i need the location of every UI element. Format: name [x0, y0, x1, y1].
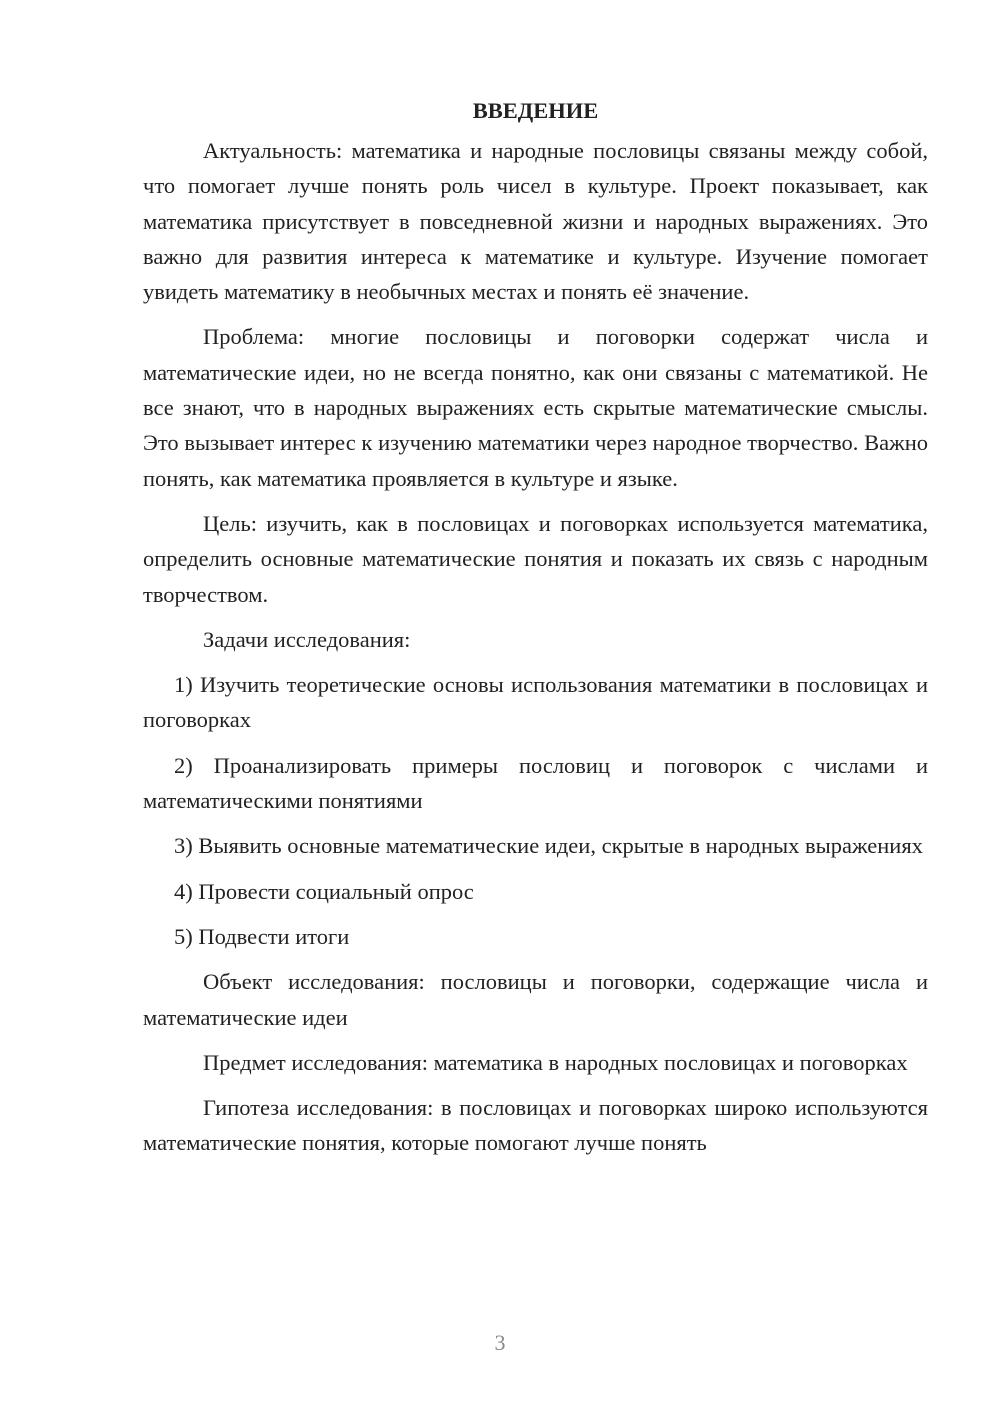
paragraph-hypothesis: Гипотеза исследования: в пословицах и поговорках широко используются математические понятия, которые помогают лучше понять: [143, 1095, 928, 1156]
paragraph-object: Объект исследования: пословицы и поговорки, содержащие числа и математические идеи: [143, 969, 928, 1030]
task-item: 4) Провести социальный опрос: [174, 878, 474, 904]
task-item: 3) Выявить основные математические идеи, скрытые в народных выражениях: [174, 833, 923, 859]
page-content: [143, 92, 928, 1171]
paragraph-problem: Проблема: многие пословицы и поговорки содержат числа и математические идеи, но не всегда понятно, как они связаны с математикой. Не все знают, что в народных выражениях есть скрытые математические смыслы. Это вызывает интерес к изучению математики через народное творчество. Важно понять, как математика проявляется в культуре и языке.: [143, 324, 928, 491]
page-title: ВВЕДЕНИЕ: [472, 98, 599, 123]
paragraph-relevance: Актуальность: математика и народные пословицы связаны между собой, что помогает лучше понять роль чисел в культуре. Проект показывает, как математика присутствует в повседневной жизни и народных выражениях. Это важно для развития интереса к математике и культуре. Изучение помогает увидеть математику в необычных местах и понять её значение.: [143, 138, 928, 305]
page-number: 3: [494, 1330, 506, 1355]
paragraph-goal: Цель: изучить, как в пословицах и поговорках используется математика, определить основные математические понятия и показать их связь с народным творчеством.: [143, 510, 928, 607]
task-item: 5) Подвести итоги: [174, 923, 350, 949]
task-item: 1) Изучить теоретические основы использования математики в пословицах и поговорках: [143, 672, 928, 733]
task-list: [143, 667, 928, 954]
paragraph-tasks-heading: Задачи исследования:: [203, 626, 411, 652]
paragraph-subject: Предмет исследования: математика в народных пословицах и поговорках: [203, 1049, 908, 1075]
task-item: 2) Проанализировать примеры пословиц и поговорок с числами и математическими понятиями: [143, 752, 928, 814]
